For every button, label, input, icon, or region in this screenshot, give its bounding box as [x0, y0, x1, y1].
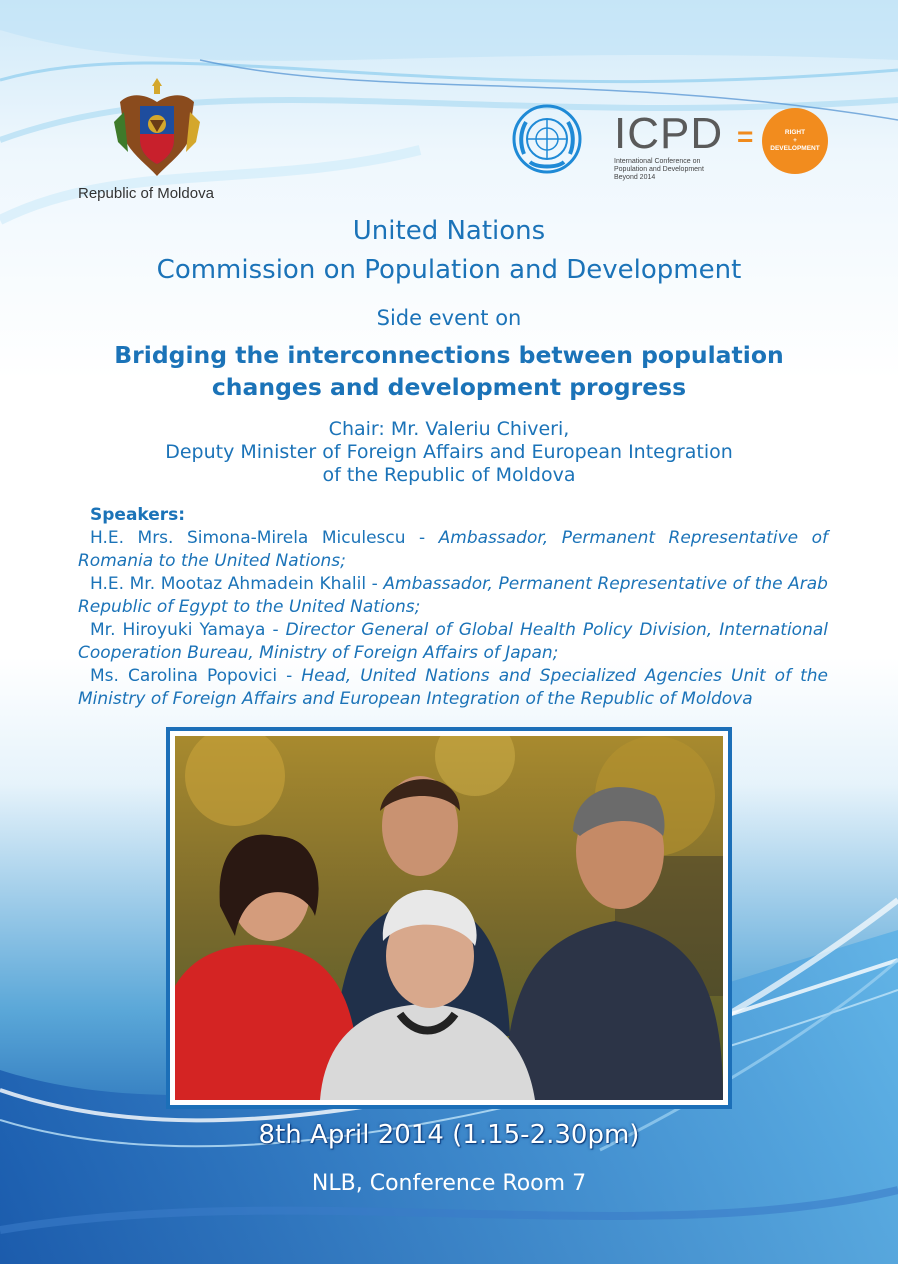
badge-line-3: DEVELOPMENT [770, 145, 820, 152]
rights-development-badge [762, 108, 828, 174]
icpd-equals: = [737, 121, 754, 152]
chair-line-3: of the Republic of Moldova [322, 464, 576, 486]
commission-title: Commission on Population and Development [156, 255, 742, 285]
moldova-coat-of-arms-icon [110, 72, 204, 182]
speaker-name: H.E. Mrs. Simona-Mirela Miculescu - [90, 528, 439, 548]
icpd-logo [614, 109, 744, 182]
family-photo-frame [166, 727, 732, 1109]
icpd-subtitle: International Conference on Population and Development Beyond 2014 [614, 158, 704, 181]
speaker-role: Ambassador, Permanent Representative of the Arab Republic of Egypt to the United Nations; [78, 574, 828, 617]
un-emblem-icon [512, 104, 582, 174]
speaker-item [78, 665, 828, 711]
speaker-item [78, 619, 828, 665]
chair-line-2: Deputy Minister of Foreign Affairs and European Integration [165, 441, 733, 463]
speaker-role: Head, United Nations and Specialized Agencies Unit of the Ministry of Foreign Affairs and European Integration of the Republic of Moldova [78, 666, 828, 709]
speakers-heading: Speakers: [90, 505, 186, 525]
icpd-title: ICPD [614, 109, 724, 158]
speakers-list [78, 504, 828, 711]
speaker-item [78, 527, 828, 573]
event-title [0, 339, 898, 403]
event-date: 8th April 2014 (1.15-2.30pm) [258, 1120, 640, 1150]
badge-line-2: + [793, 137, 797, 144]
family-photo [175, 736, 723, 1100]
event-venue: NLB, Conference Room 7 [311, 1171, 587, 1196]
event-intro: Side event on [376, 306, 522, 330]
speaker-role: Ambassador, Permanent Representative of Romania to the United Nations; [78, 528, 829, 571]
event-title-line-1: Bridging the interconnections between population [114, 341, 784, 369]
chair-info [0, 418, 898, 487]
chair-line-1: Chair: Mr. Valeriu Chiveri, [328, 418, 570, 440]
speaker-name: Mr. Hiroyuki Yamaya - [90, 620, 286, 640]
country-label: Republic of Moldova [78, 185, 214, 202]
badge-line-1: RIGHT [784, 129, 806, 136]
organizer-title: United Nations [352, 216, 546, 246]
speaker-item [78, 573, 828, 619]
speaker-name: Ms. Carolina Popovici - [90, 666, 302, 686]
speaker-name: H.E. Mr. Mootaz Ahmadein Khalil - [90, 574, 384, 594]
event-title-line-2: changes and development progress [211, 373, 687, 401]
speaker-role: Director General of Global Health Policy Division, International Cooperation Bureau, Ministry of Foreign Affairs of Japan; [78, 620, 828, 663]
